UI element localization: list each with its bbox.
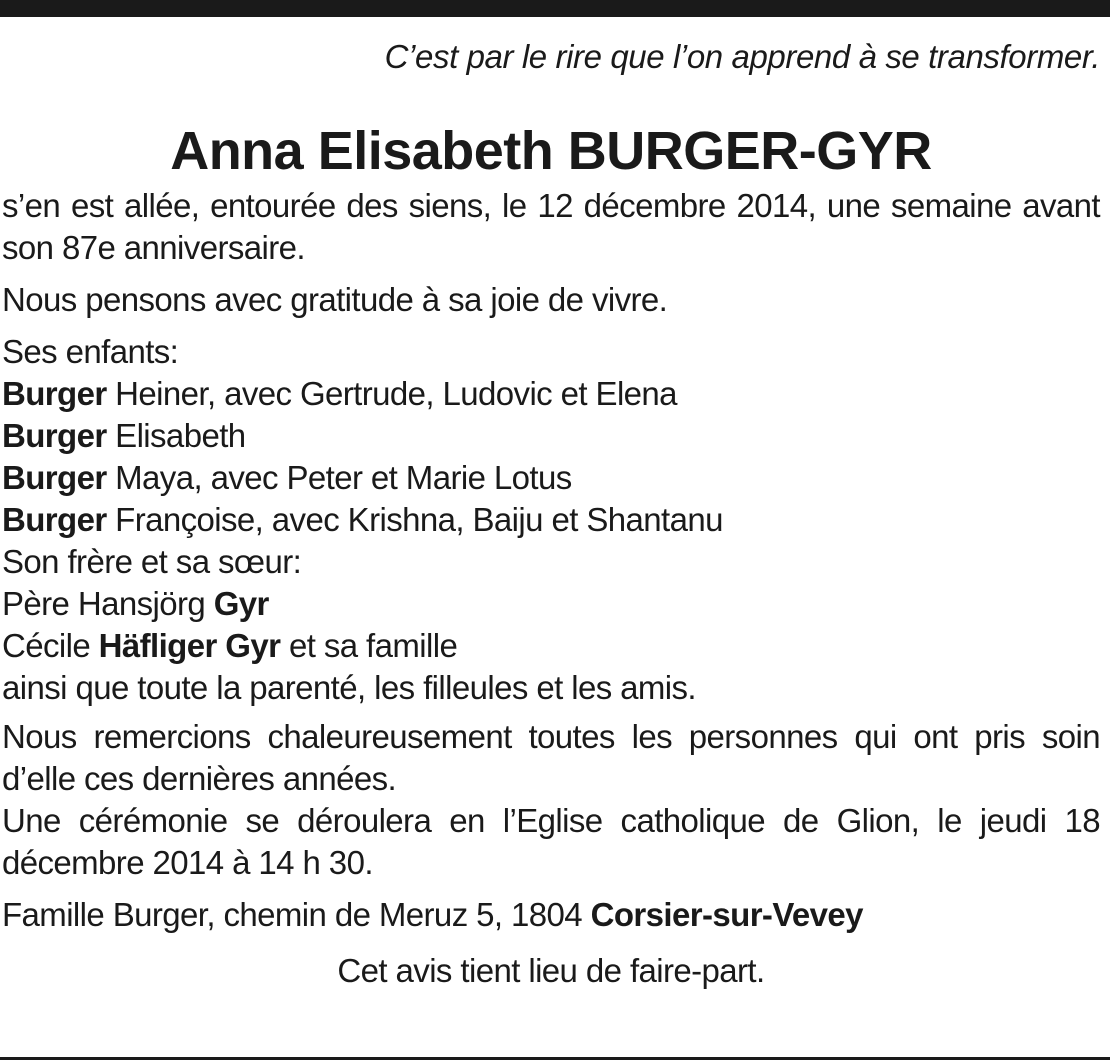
obituary-notice	[2, 36, 1100, 992]
address-locality: Corsier-sur-Vevey	[590, 896, 863, 933]
child-details: Heiner, avec Gertrude, Ludovic et Elena	[106, 375, 677, 412]
ceremony-text: Une cérémonie se déroulera en l’Eglise catholique de Glion, le jeudi 18 décembre 2014 à 14 h 30.	[2, 802, 1100, 881]
relatives-text: ainsi que toute la parenté, les filleules et les amis.	[2, 669, 697, 706]
child-surname: Burger	[2, 459, 107, 496]
child-surname: Burger	[2, 501, 107, 538]
epigraph-quote: C’est par le rire que l’on apprend à se transformer.	[384, 38, 1100, 75]
child-details: Maya, avec Peter et Marie Lotus	[106, 459, 572, 496]
sister-given-name: Cécile	[2, 627, 99, 664]
child-entry	[2, 415, 1100, 457]
family-list	[2, 331, 1100, 709]
child-details: Elisabeth	[106, 417, 246, 454]
brother-entry	[2, 583, 1100, 625]
siblings-heading: Son frère et sa sœur:	[2, 543, 302, 580]
top-border-rule	[0, 0, 1110, 17]
sister-details: et sa famille	[280, 627, 458, 664]
address-text: Famille Burger, chemin de Meruz 5, 1804	[2, 896, 591, 933]
thanks-text: Nous remercions chaleureusement toutes les personnes qui ont pris soin d’elle ces dernières années.	[2, 718, 1100, 797]
deceased-name: Anna Elisabeth BURGER-GYR	[170, 121, 932, 181]
brother-surname: Gyr	[213, 585, 269, 622]
child-entry	[2, 373, 1100, 415]
child-surname: Burger	[2, 375, 107, 412]
closing-note: Cet avis tient lieu de faire-part.	[337, 952, 765, 989]
brother-given-name: Père Hansjörg	[2, 585, 214, 622]
child-surname: Burger	[2, 417, 107, 454]
child-details: Françoise, avec Krishna, Baiju et Shantanu	[106, 501, 723, 538]
bottom-border-rule	[0, 1057, 1110, 1060]
sister-surname: Häfliger Gyr	[98, 627, 281, 664]
children-heading: Ses enfants:	[2, 333, 179, 370]
sister-entry	[2, 625, 1100, 667]
gratitude-text: Nous pensons avec gratitude à sa joie de vivre.	[2, 281, 668, 318]
child-entry	[2, 457, 1100, 499]
family-address	[2, 894, 1100, 936]
child-entry	[2, 499, 1100, 541]
announcement-text: s’en est allée, entourée des siens, le 12 décembre 2014, une semaine avant son 87e anniversaire.	[2, 187, 1100, 266]
